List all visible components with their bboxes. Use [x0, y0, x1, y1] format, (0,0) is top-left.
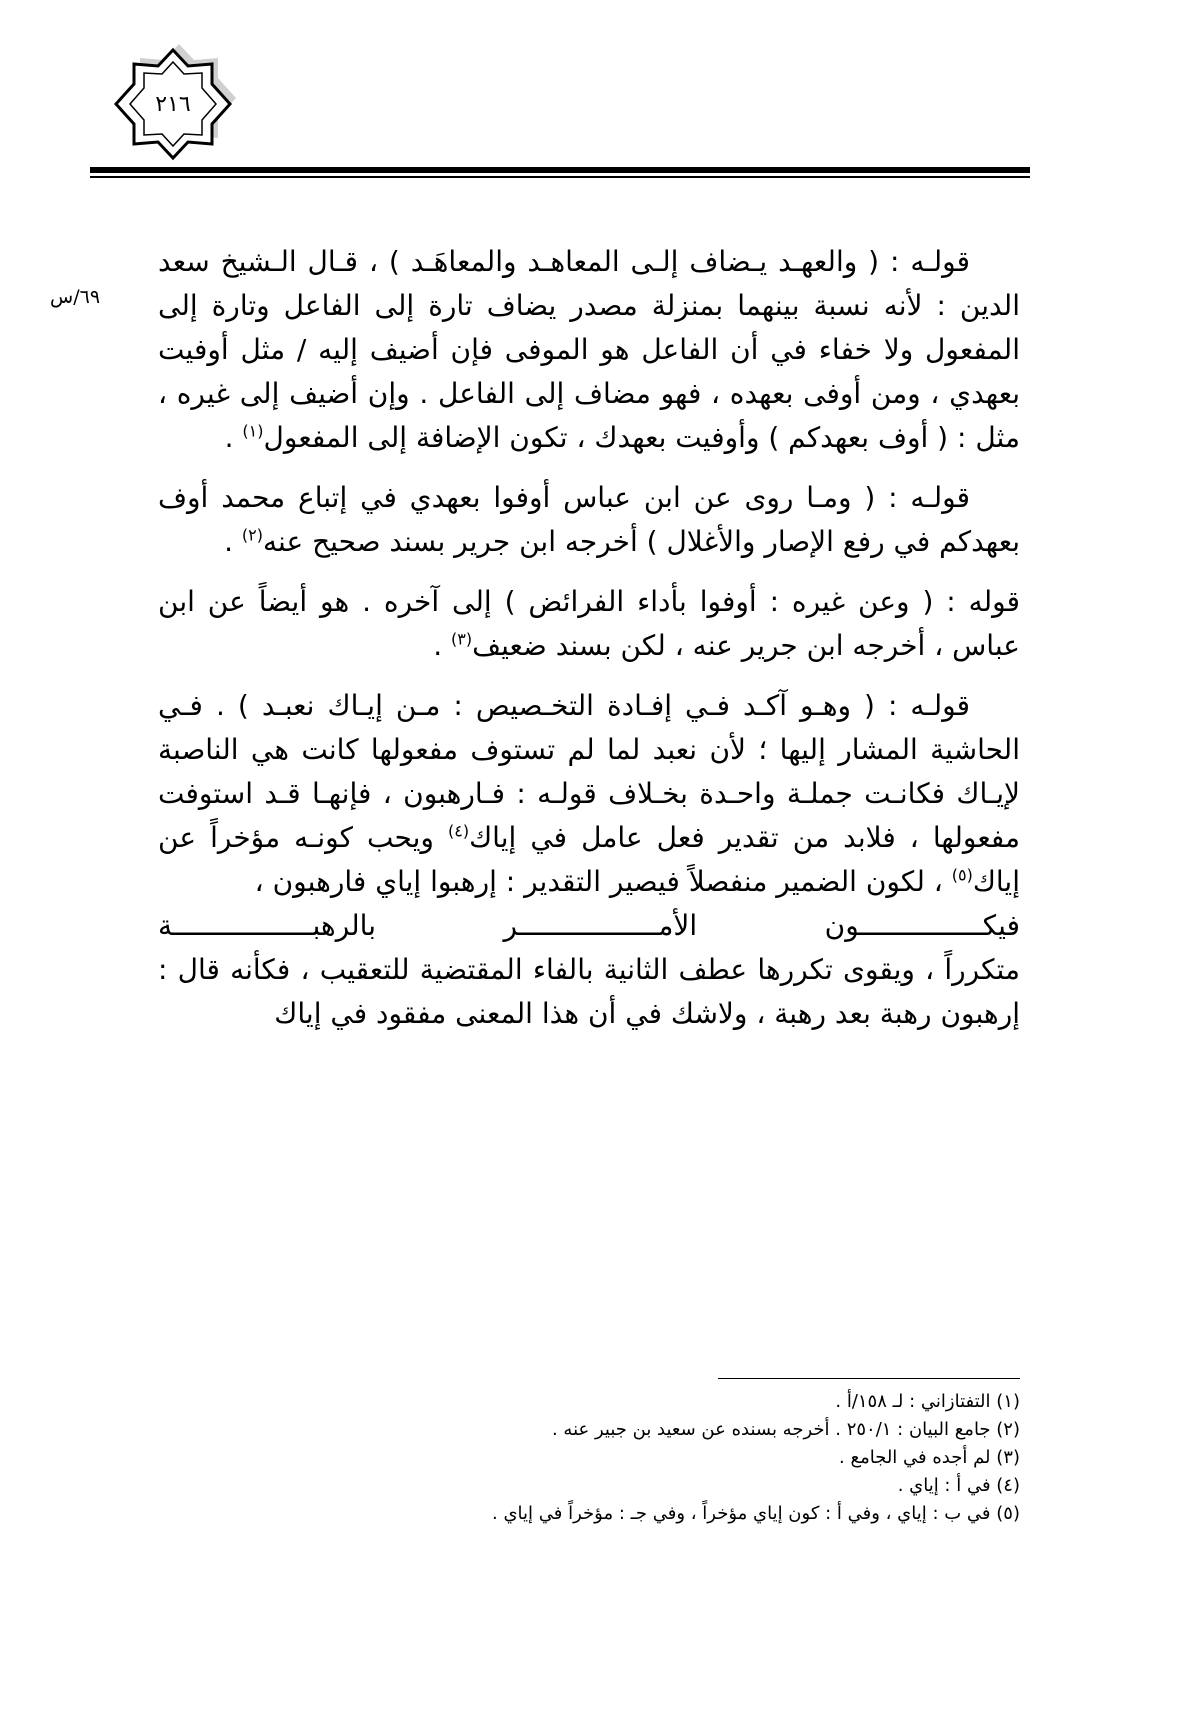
stretched-word: الأمـــــــــــــــــر	[503, 909, 698, 942]
text-line: عنه	[263, 525, 304, 558]
footnote-1: (١) التفتازاني : لـ ١٥٨/أ .	[835, 1391, 1020, 1412]
paragraph-3	[158, 580, 1020, 668]
footnote-separator	[718, 1378, 1020, 1379]
text-line: قولـه : ( وهـو آكـد فـي إفـادة التخـصيص : مـن إيـاك نعبـد ) . فـي	[158, 689, 970, 722]
text-line: قال : إرهبون رهبة بعد رهبة ، ولاشك في أن هذا المعنى مفقود في إياك	[158, 953, 1020, 1030]
paragraph-1	[158, 240, 1020, 460]
stretched-word: بالرهبـــــــــــــــــة	[158, 909, 376, 942]
footnote-ref: (٥)	[951, 865, 973, 885]
text-line: ، لكون الضمير منفصلاً فيصير التقدير : إرهبوا إياي فارهبون ،	[254, 865, 952, 898]
footnote-3: (٣) لم أجده في الجامع .	[839, 1447, 1020, 1468]
text-line: الحاشية المشار إليها ؛ لأن نعبد لما لم تستوف مفعولها كانت هي الناصبة	[158, 733, 1020, 766]
footnote-ref: (٣)	[451, 629, 473, 649]
paragraph-4-continued	[158, 948, 1020, 1036]
footnote-ref: (٢)	[241, 525, 264, 545]
text-line: إلى المفعول ولا خفاء في أن الفاعل هو الموفى فإن أضيف إليه / مثل	[158, 289, 1020, 366]
text-line: لإيـاك فكانـت جملـة واحـدة بخـلاف قولـه : فـارهبون ، فإنهـا قـد استوفت	[158, 777, 1020, 810]
page-number-badge	[108, 44, 238, 164]
footnote-4: (٤) في أ : إياي .	[897, 1475, 1020, 1496]
text-line: ابن عباس ، أخرجه ابن جرير عنه ، لكن بسند ضعيف	[158, 585, 1020, 662]
text-line: .	[433, 629, 451, 662]
footnote-ref: (١)	[242, 421, 264, 441]
header-rule-thick	[90, 167, 1030, 173]
text-line: قوله : ( وعن غيره : أوفوا بأداء الفرائض ) إلى آخره . هو أيضاً عن	[207, 585, 1020, 618]
text-line: المفعول	[263, 421, 359, 454]
text-line: أوفيت بعهدي ، ومن أوفى بعهده ، فهو مضاف إلى الفاعل . وإن أضيف	[158, 333, 1020, 410]
page-number: ٢١٦	[155, 91, 191, 117]
stretched-word: فيكـــــــــــــــون	[824, 909, 1020, 942]
text-line: ويحب كونـه مؤخراً عن	[158, 821, 448, 854]
text-line: قولـه : ( ومـا روى عن ابن عباس أوفوا بعهدي في إتباع محمد	[221, 481, 971, 514]
footnotes	[300, 1388, 1020, 1528]
stretched-line	[158, 904, 1020, 948]
text-line: سعد الدين : لأنه نسبة بينهما بمنزلة مصدر يضاف تارة إلى الفاعل وتارة	[158, 245, 1020, 322]
margin-note: ٦٩/س	[50, 286, 101, 308]
footnote-2: (٢) جامع البيان : ٢٥٠/١ . أخرجه بسنده عن سعيد بن جبير عنه .	[551, 1419, 1020, 1440]
text-line: قولـه : ( والعهـد يـضاف إلـى المعاهـد والمعاهَـد ) ، قـال الـشيخ	[220, 245, 970, 278]
main-text	[158, 240, 1020, 1052]
text-line: .	[224, 525, 242, 558]
header-rule-thin	[90, 176, 1030, 178]
footnote-5: (٥) في ب : إياي ، وفي أ : كون إياي مؤخراً ، وفي جـ : مؤخراً في إياي .	[492, 1503, 1020, 1524]
footnote-ref: (٤)	[447, 821, 470, 841]
text-line: .	[224, 421, 243, 454]
paragraph-2	[158, 476, 1020, 564]
text-line: إياك	[972, 865, 1020, 898]
text-line: إلى غيره ، مثل : ( أوف بعهدكم ) وأوفيت بعهدك ، تكون الإضافة إلى	[158, 377, 1020, 454]
paragraph-4	[158, 684, 1020, 904]
text-line: أوف بعهدكم في رفع الإصار والأغلال ) أخرجه ابن جرير بسند صحيح	[158, 481, 1020, 558]
text-line: متكرراً ، ويقوى تكررها عطف الثانية بالفاء المقتضية للتعقيب ، فكأنه	[230, 953, 1020, 986]
text-line: مفعولها ، فلابد من تقدير فعل عامل في إياك	[469, 821, 1020, 854]
